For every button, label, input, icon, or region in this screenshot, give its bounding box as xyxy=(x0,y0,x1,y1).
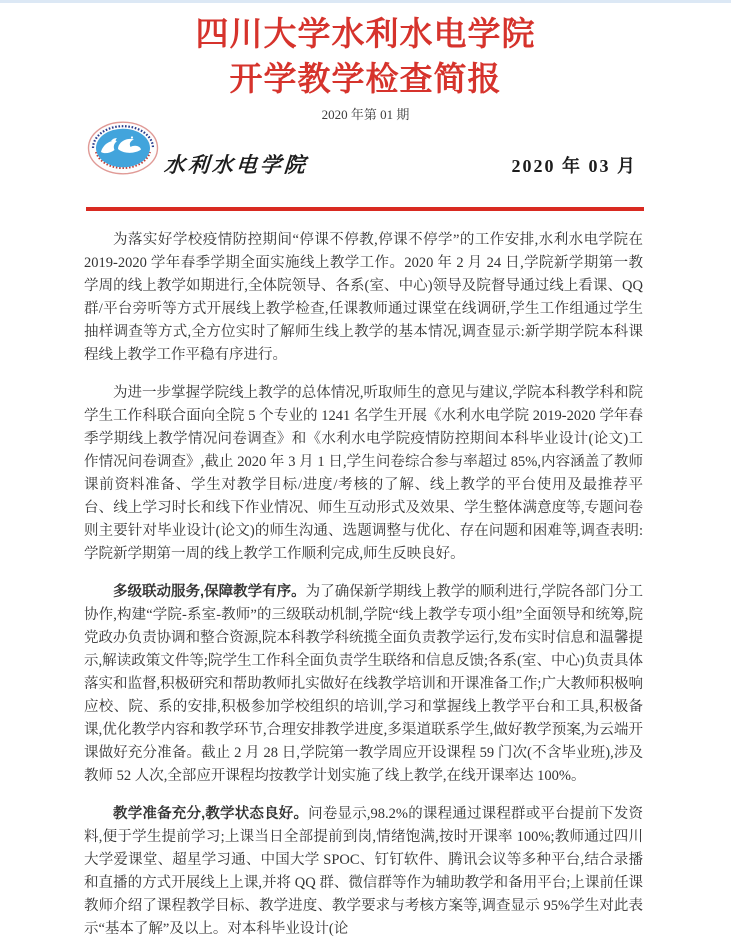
college-name: 水利水电学院 xyxy=(163,153,309,177)
college-logo-icon xyxy=(87,121,159,175)
page-edge-tint xyxy=(0,0,731,3)
masthead-row xyxy=(84,123,643,195)
issue-number: 2020 年第 01 期 xyxy=(321,107,410,122)
page-title-line1: 四川大学水利水电学院 xyxy=(195,15,536,52)
paragraph-3-lead: 多级联动服务,保障教学有序。 xyxy=(113,584,306,600)
paragraph-1-text: 为落实好学校疫情防控期间“停课不停教,停课不停学”的工作安排,水利水电学院在 2019-2020 学年春季学期全面实施线上教学工作。2020 年 2 月 24 日,学院新学期第一教学周的线上教学如期进行,全体院领导、各系(室、中心)领导及院督导通过线上看课、QQ 群/平台旁听等方式开展线上教学检查,任课教师通过课堂在线调研,学生工作组通过学生抽样调查等方式,全方位实时了解师生线上教学的基本情况,调查显示:新学期学院本科课程线上教学工作平稳有序进行。 xyxy=(84,232,643,363)
bulletin-page xyxy=(0,11,731,937)
paragraph-4-lead: 教学准备充分,教学状态良好。 xyxy=(113,806,309,822)
paragraph-2 xyxy=(84,382,643,566)
issue-date: 2020 年 03 月 xyxy=(511,156,637,176)
page-title xyxy=(0,11,731,101)
paragraph-4-text: 问卷显示,98.2%的课程通过课程群或平台提前下发资料,便于学生提前学习;上课当日全部提前到岗,情绪饱满,按时开课率 100%;教师通过四川大学爱课堂、超星学习通、中国大学 SPOC、钉钉软件、腾讯会议等多种平台,结合录播和直播的方式开展线上上课,并将 QQ 群、微信群等作为辅助教学和备用平台;上课前任课教师介绍了课程教学目标、教学进度、教学要求与考核方案等,调查显示 95%学生对此表示“基本了解”及以上。对本科毕业设计(论 xyxy=(84,806,644,937)
paragraph-2-text: 为进一步掌握学院线上教学的总体情况,听取师生的意见与建议,学院本科教学科和院学生工作科联合面向全院 5 个专业的 1241 名学生开展《水利水电学院 2019-2020 学年春季学期线上教学情况问卷调查》和《水利水电学院疫情防控期间本科毕业设计(论文)工作情况问卷调查》,截止 2020 年 3 月 1 日,学生问卷综合参与率超过 85%,内容涵盖了教师课前资料准备、学生对教学目标/进度/考核的了解、线上教学的平台使用及最推荐平台、线上学习时长和线下作业情况、师生互动形式及效果、学生整体满意度等,专题问卷则主要针对毕业设计(论文)的师生沟通、选题调整与优化、存在问题和困难等,调查表明:学院新学期第一周的线上教学工作顺利完成,师生反映良好。 xyxy=(84,385,643,562)
paragraph-4 xyxy=(84,803,643,941)
red-divider-rule xyxy=(86,207,644,211)
paragraph-3-text: 为了确保新学期线上教学的顺利进行,学院各部门分工协作,构建“学院-系室-教师”的三级联动机制,学院“线上教学专项小组”全面领导和统筹,院党政办负责协调和整合资源,院本科教学科统揽全面负责教学运行,发布实时信息和温馨提示,解读政策文件等;院学生工作科全面负责学生联络和信息反馈;各系(室、中心)负责具体落实和监督,积极研究和帮助教师扎实做好在线教学培训和开课准备工作;广大教师积极响应校、院、系的安排,积极参加学校组织的培训,学习和掌握线上教学平台和工具,积极备课,优化教学内容和教学环节,合理安排教学进度,多渠道联系学生,做好教学预案,为云端开课做好充分准备。截止 2 月 28 日,学院第一教学周应开设课程 59 门次(不含毕业班),涉及教师 52 人次,全部应开课程均按教学计划实施了线上教学,在线开课率达 100%。 xyxy=(84,584,644,784)
paragraph-3 xyxy=(84,581,643,788)
paragraph-1 xyxy=(84,229,643,367)
page-title-line2: 开学教学检查简报 xyxy=(229,60,502,97)
document-body xyxy=(84,229,643,941)
